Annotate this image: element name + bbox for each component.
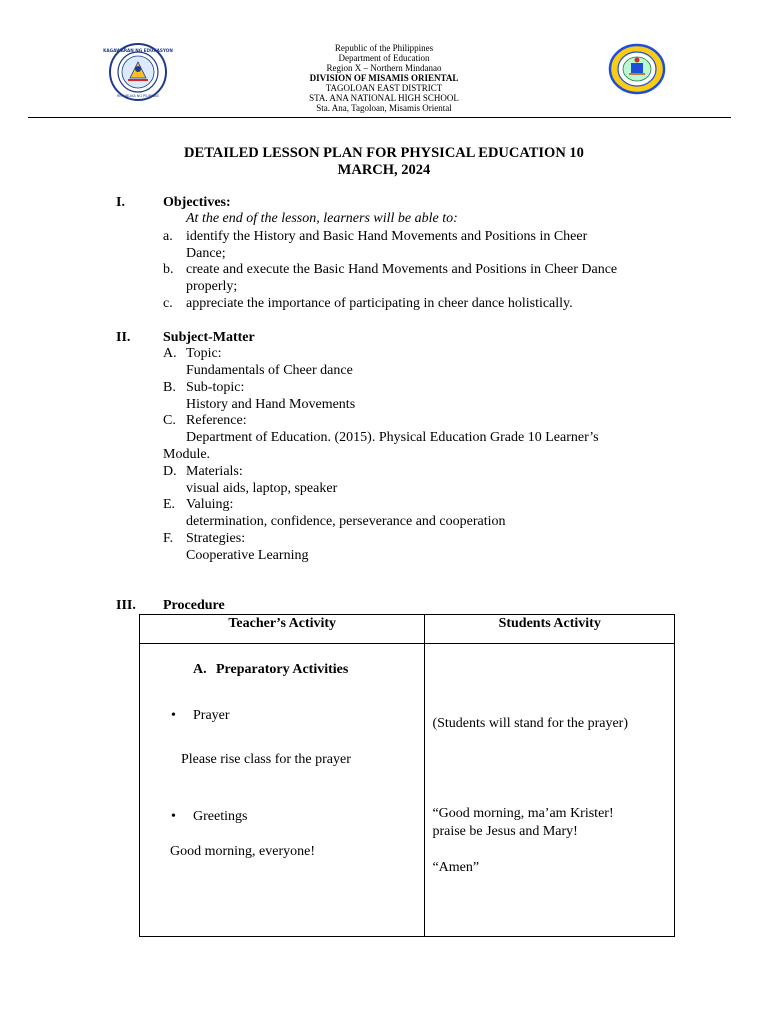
subject-label: Materials: bbox=[186, 464, 243, 479]
subject-value: visual aids, laptop, speaker bbox=[186, 481, 338, 496]
objective-text: appreciate the importance of participating in cheer dance holistically. bbox=[186, 296, 573, 311]
subject-label: Valuing: bbox=[186, 497, 234, 512]
objectives-intro: At the end of the lesson, learners will be able to: bbox=[186, 211, 458, 226]
objective-letter: a. bbox=[163, 229, 173, 244]
section-num-procedure: III. bbox=[116, 598, 136, 613]
header-line-1: Republic of the Philippines bbox=[334, 43, 434, 53]
subject-value: determination, confidence, perseverance and cooperation bbox=[186, 514, 506, 529]
students-activity-cell bbox=[425, 644, 675, 937]
student-greeting-line-2: praise be Jesus and Mary! bbox=[432, 824, 578, 839]
subject-matter-heading: Subject-Matter bbox=[163, 330, 255, 345]
objective-letter: b. bbox=[163, 262, 174, 277]
teacher-column-header bbox=[140, 615, 425, 644]
teacher-prayer-text: Please rise class for the prayer bbox=[181, 752, 351, 767]
student-amen-text: “Amen” bbox=[432, 860, 480, 875]
objective-text: identify the History and Basic Hand Movements and Positions in Cheer bbox=[186, 229, 588, 244]
subject-value: History and Hand Movements bbox=[186, 397, 356, 412]
subject-value: Cooperative Learning bbox=[186, 548, 309, 563]
header-line-7: Sta. Ana, Tagoloan, Misamis Oriental bbox=[316, 103, 452, 113]
header-line-3: Region X – Northern Mindanao bbox=[326, 63, 442, 73]
table-row bbox=[140, 644, 675, 937]
subject-label: Sub-topic: bbox=[186, 380, 245, 395]
subject-label: Strategies: bbox=[186, 531, 246, 546]
objectives-heading: Objectives: bbox=[163, 195, 231, 210]
header-line-5: TAGOLOAN EAST DISTRICT bbox=[325, 83, 443, 93]
section-title: Preparatory Activities bbox=[216, 662, 349, 677]
bullet-greetings: Greetings bbox=[193, 809, 248, 824]
document-title bbox=[0, 145, 768, 179]
objective-text-cont: Dance; bbox=[186, 246, 226, 261]
subject-value: Fundamentals of Cheer dance bbox=[186, 363, 353, 378]
bullet-prayer: Prayer bbox=[193, 708, 230, 723]
students-column-label: Students Activity bbox=[498, 616, 601, 631]
subject-value: Department of Education. (2015). Physical Education Grade 10 Learner’s bbox=[186, 430, 599, 445]
subject-letter: A. bbox=[163, 346, 177, 361]
title-line-1: DETAILED LESSON PLAN FOR PHYSICAL EDUCATION 10 bbox=[184, 145, 584, 161]
bullet-icon: • bbox=[171, 708, 176, 723]
subject-letter: E. bbox=[163, 497, 176, 512]
seal-text-top: KAGAWARAN NG EDUKASYON bbox=[103, 48, 173, 53]
objective-letter: c. bbox=[163, 296, 173, 311]
teacher-greeting-text: Good morning, everyone! bbox=[170, 844, 316, 859]
section-letter: A. bbox=[193, 662, 207, 677]
subject-letter: B. bbox=[163, 380, 176, 395]
objective-text: create and execute the Basic Hand Movements and Positions in Cheer Dance bbox=[186, 262, 618, 277]
header-line-4: DIVISION OF MISAMIS ORIENTAL bbox=[309, 73, 459, 83]
teacher-activity-cell bbox=[140, 644, 425, 937]
subject-letter: D. bbox=[163, 464, 177, 479]
seal-text-bottom: REPUBLIKA NG PILIPINAS bbox=[116, 94, 160, 98]
teacher-column-label: Teacher’s Activity bbox=[228, 616, 337, 631]
section-num-objectives: I. bbox=[116, 195, 125, 210]
subject-value-cont: Module. bbox=[163, 447, 211, 462]
subject-letter: C. bbox=[163, 413, 176, 428]
table-header-row bbox=[140, 615, 675, 644]
procedure-heading: Procedure bbox=[163, 598, 225, 613]
deped-seal-icon bbox=[103, 42, 173, 102]
header-line-6: STA. ANA NATIONAL HIGH SCHOOL bbox=[309, 93, 459, 103]
subject-label: Reference: bbox=[186, 413, 247, 428]
subject-label: Topic: bbox=[186, 346, 222, 361]
letterhead bbox=[234, 43, 534, 113]
title-line-2: MARCH, 2024 bbox=[337, 162, 431, 178]
subject-letter: F. bbox=[163, 531, 174, 546]
students-column-header bbox=[425, 615, 675, 644]
section-num-subject: II. bbox=[116, 330, 131, 345]
procedure-table bbox=[139, 614, 675, 937]
student-greeting-line-1: “Good morning, ma’am Krister! bbox=[432, 806, 614, 821]
objective-text-cont: properly; bbox=[186, 279, 238, 294]
header-divider bbox=[28, 117, 731, 118]
school-seal-icon bbox=[608, 43, 666, 95]
bullet-icon: • bbox=[171, 809, 176, 824]
student-prayer-text: (Students will stand for the prayer) bbox=[432, 716, 628, 731]
header-line-2: Department of Education bbox=[338, 53, 430, 63]
